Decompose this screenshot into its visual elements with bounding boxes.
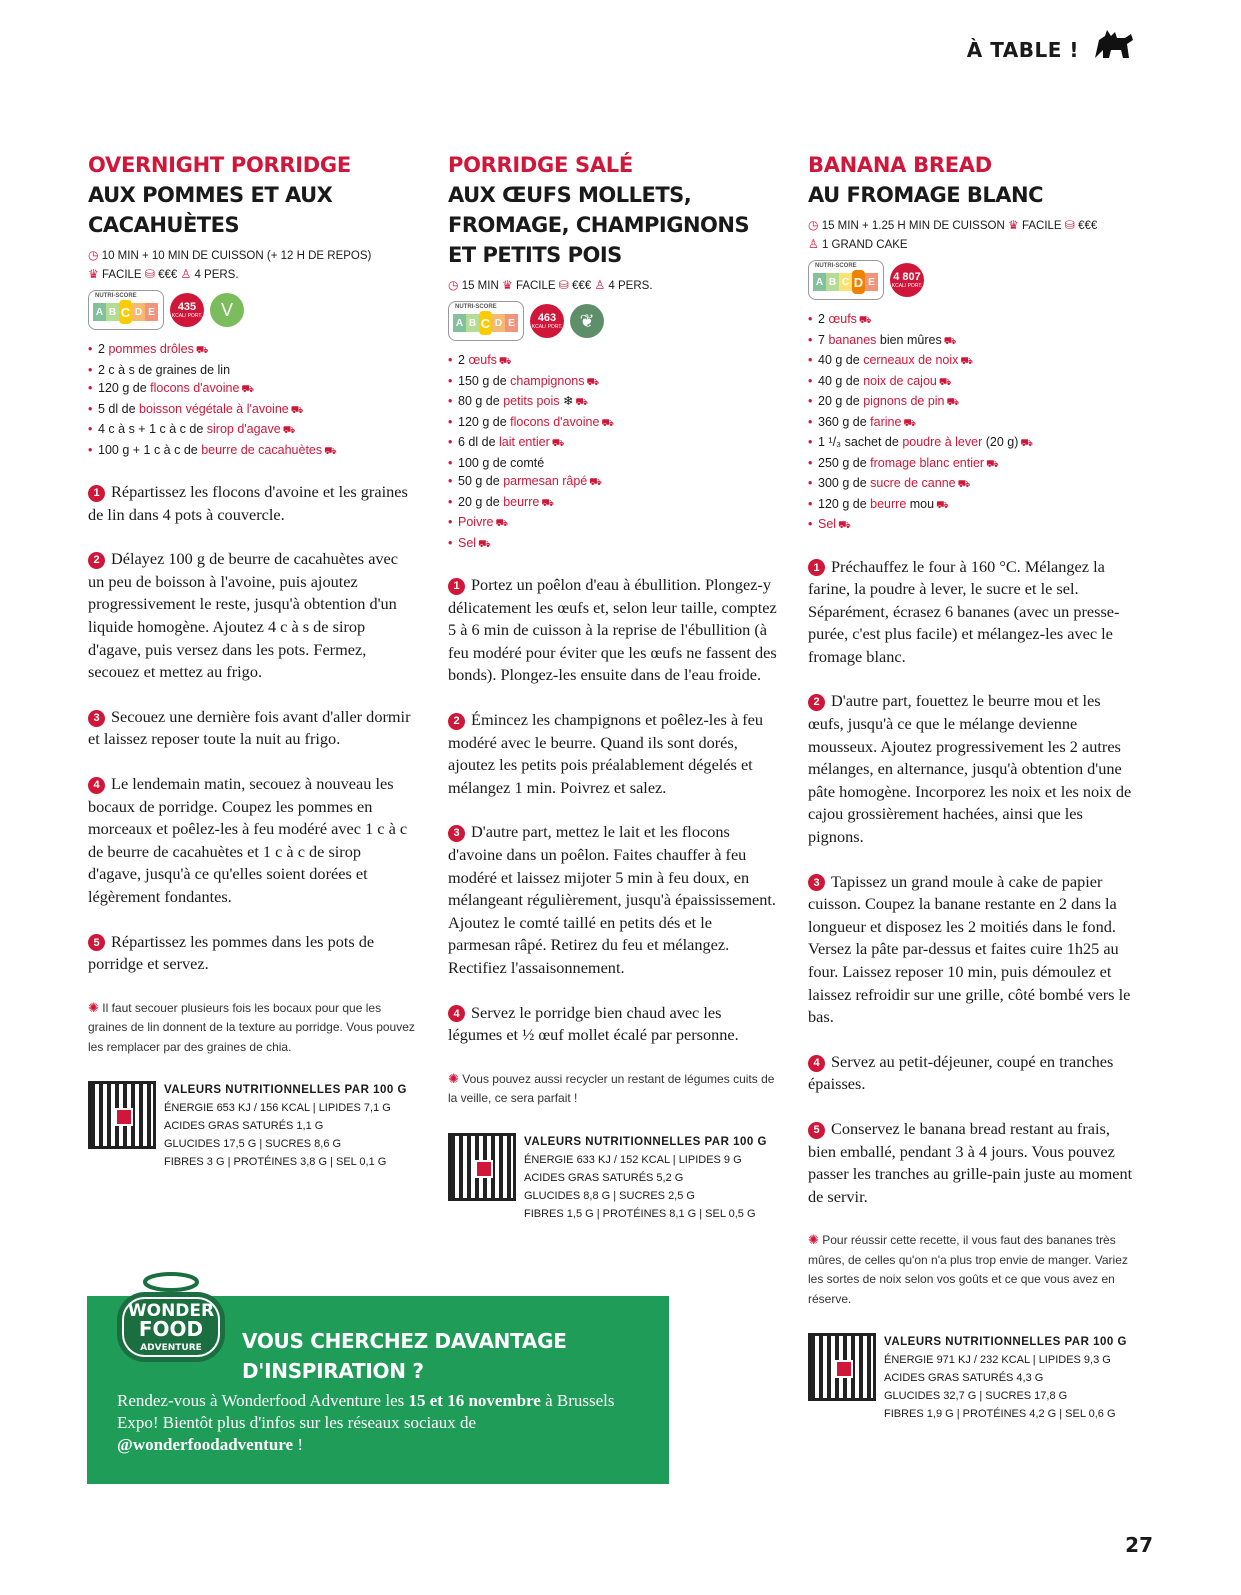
tip: [448, 1069, 778, 1109]
recipe-step: [88, 931, 418, 976]
cart-icon[interactable]: ⛟: [858, 315, 872, 326]
cart-icon[interactable]: ⛟: [601, 417, 614, 429]
cart-icon[interactable]: ⛟: [938, 376, 952, 388]
nutrition-line: ACIDES GRAS SATURÉS 1,1 G: [164, 1120, 324, 1133]
step-number: 3: [448, 825, 465, 842]
ingredient-item: [448, 493, 778, 514]
nutriscore-letter: C: [479, 311, 492, 335]
ingredient-item: [448, 472, 778, 493]
ingredient-product-link[interactable]: cerneaux de noix: [863, 353, 959, 367]
ingredient-item: [808, 515, 1140, 536]
nutriscore-letter: A: [453, 314, 466, 332]
step-text: Portez un poêlon d'eau à ébullition. Plongez-y délicatement les œufs et, selon leur taille, comptez 5 à 6 min de cuisson à la reprise de l'ébullition (à feu modéré pour éviter que les œufs ne fassent des bonds). Plongez-les ensuite dans de l'eau froide.: [448, 575, 777, 685]
ingredient-text: 2: [98, 342, 109, 356]
recipe-column-2: [448, 150, 778, 1223]
recipe-step: [448, 821, 778, 979]
ingredient-text: 100 g de comté: [458, 455, 545, 470]
cart-icon[interactable]: ⛟: [551, 438, 565, 449]
step-text: Répartissez les flocons d'avoine et les graines de lin dans 4 pots à couvercle.: [88, 482, 408, 524]
logo-text-line: ADVENTURE: [140, 1343, 202, 1353]
banner-title-line: D'INSPIRATION ?: [242, 1359, 424, 1383]
chef-hat-icon: ♛: [88, 267, 99, 281]
kcal-badge: [890, 263, 924, 297]
nutrition-labels: [808, 260, 1140, 300]
event-dates: 15 et 16 novembre: [408, 1391, 541, 1410]
step-number: 4: [448, 1005, 465, 1022]
ingredient-text: 2 c à s de graines de lin: [98, 362, 231, 377]
price: €€€: [572, 280, 592, 292]
ingredient-product-link[interactable]: poudre à lever: [902, 435, 983, 449]
logo-text-line: FOOD: [138, 1317, 204, 1341]
ingredient-item: [808, 331, 1140, 352]
ingredient-product-link[interactable]: beurre de cacahuètes: [201, 442, 323, 457]
nutrition-line: ÉNERGIE 633 KJ / 152 KCAL | LIPIDES 9 G: [524, 1153, 742, 1166]
ingredient-product-link[interactable]: œufs: [468, 353, 497, 367]
nutriscore-letter: E: [145, 303, 158, 321]
ingredient-text: 6 dl de: [458, 435, 500, 449]
logo-text-line: WONDER: [127, 1301, 215, 1321]
cooking-time: 10 MIN + 10 MIN DE CUISSON (+ 12 H DE REPOS): [101, 250, 372, 262]
qr-code[interactable]: [448, 1133, 516, 1201]
tip-icon: ✺: [88, 999, 99, 1015]
ingredient-text: ❄: [559, 394, 574, 408]
cart-icon[interactable]: ⛟: [195, 345, 209, 356]
cart-icon[interactable]: ⛟: [943, 335, 957, 347]
step-number: 1: [808, 559, 825, 576]
ingredient-product-link[interactable]: farine: [870, 414, 902, 429]
cart-icon[interactable]: ⛟: [241, 384, 254, 395]
ingredient-item: [808, 474, 1140, 495]
recipe-title: PORRIDGE SALÉ: [448, 153, 633, 177]
servings: 1 GRAND CAKE: [821, 239, 908, 251]
ingredient-text: 360 g de: [818, 414, 871, 429]
step-number: 3: [808, 874, 825, 891]
people-icon: ♙: [808, 237, 819, 251]
price: €€€: [158, 269, 178, 281]
ingredient-item: [88, 441, 418, 462]
delhaize-lion-logo: [1091, 28, 1135, 64]
social-handle-link[interactable]: @wonderfoodadventure: [117, 1435, 294, 1454]
ingredient-item: [448, 392, 778, 413]
nutrition-title: VALEURS NUTRITIONNELLES PAR 100 G: [164, 1084, 407, 1097]
ingredient-item: [448, 534, 778, 555]
ingredient-item: [808, 433, 1140, 454]
page-header-title: À TABLE !: [966, 38, 1079, 62]
banner-text-part: Rendez-vous à Wonderfood Adventure les: [117, 1391, 409, 1410]
nutriscore-letter: A: [813, 273, 826, 291]
ingredient-product-link[interactable]: parmesan râpé: [503, 474, 588, 488]
ingredient-product-link[interactable]: noix de cajou: [863, 373, 937, 388]
recipe-step: [808, 1051, 1140, 1096]
cart-icon[interactable]: ⛟: [586, 376, 600, 388]
ingredient-product-link[interactable]: pommes drôles: [108, 342, 194, 356]
nutrition-line: ÉNERGIE 653 KJ / 156 KCAL | LIPIDES 7,1 G: [164, 1102, 391, 1115]
ingredient-item: [808, 392, 1140, 413]
ingredient-item: [88, 340, 418, 361]
cart-icon[interactable]: ⛟: [903, 417, 917, 429]
ingredient-product-link[interactable]: bananes: [828, 332, 877, 347]
nutrition-labels: [88, 290, 418, 330]
nutrition-line: ÉNERGIE 971 KJ / 232 KCAL | LIPIDES 9,3 G: [884, 1354, 1111, 1367]
cart-icon[interactable]: ⛟: [498, 356, 512, 367]
cart-icon[interactable]: ⛟: [282, 425, 296, 436]
ingredient-text: 50 g de: [458, 474, 504, 488]
tip-text: Pour réussir cette recette, il vous faut des bananes très mûres, de celles qu'on n'a plus trop envie de manger. Variez les sortes de noix selon vos goûts et ce que vous avez en réserve.: [808, 1233, 1128, 1306]
cart-icon[interactable]: ⛟: [478, 538, 491, 550]
ingredient-text: 250 g de: [818, 455, 871, 470]
banner-text: [117, 1390, 647, 1456]
step-text: Servez au petit-déjeuner, coupé en tranches épaisses.: [808, 1051, 1114, 1094]
step-text: Conservez le banana bread restant au frais, bien emballé, pendant 3 à 4 jours. Vous pouvez passer les tranches au grille-pain juste au moment de servir.: [808, 1118, 1133, 1206]
recipe-subtitle: AU FROMAGE BLANC: [808, 183, 1044, 207]
page-number: 27: [1125, 1533, 1153, 1557]
tip-text: Vous pouvez aussi recycler un restant de légumes cuits de la veille, ce sera parfait !: [448, 1071, 775, 1106]
cooking-time: 15 MIN: [461, 280, 499, 292]
recipe-subtitle: AUX ŒUFS MOLLETS, FROMAGE, CHAMPIGNONS ET PETITS POIS: [448, 183, 750, 267]
kcal-unit: KCAL/ PORT.: [531, 324, 563, 330]
step-number: 2: [88, 552, 105, 569]
ingredient-list: [88, 340, 418, 461]
ingredient-product-link[interactable]: Poivre: [458, 515, 494, 529]
step-number: 3: [88, 710, 105, 727]
step-number: 5: [88, 934, 105, 951]
price: €€€: [1078, 220, 1098, 232]
cart-icon[interactable]: ⛟: [957, 479, 971, 490]
ingredient-text: 300 g de: [818, 476, 871, 490]
nutriscore-letter: C: [119, 300, 132, 324]
ingredient-product-link[interactable]: Sel: [818, 517, 837, 531]
steps: [808, 556, 1140, 1209]
people-icon: ♙: [594, 278, 606, 292]
ingredient-product-link[interactable]: petits pois: [503, 394, 560, 408]
recipe-meta: [808, 216, 1140, 254]
ingredient-text: 2: [458, 353, 469, 367]
leaf-icon: ❦: [570, 304, 604, 338]
step-text: Tapissez un grand moule à cake de papier cuisson. Coupez la banane restante en 2 dans la longueur et disposez les 2 moitiés dans le fond. Versez la pâte par-dessus et faites cuire 1h25 au four. Laissez reposer 10 min, puis démoulez et laissez refroidir sur une grille, côté bombé vers le bas.: [808, 871, 1131, 1027]
ingredient-text: 120 g de: [458, 414, 511, 429]
cart-icon[interactable]: ⛟: [575, 397, 589, 408]
recipe-meta: [448, 276, 778, 295]
nutriscore-letter: D: [492, 314, 505, 332]
nutriscore-letter: D: [132, 303, 145, 321]
recipe-step: [88, 706, 418, 751]
kcal-badge: [170, 293, 204, 327]
recipe-step: [448, 709, 778, 799]
recipe-step: [88, 773, 418, 909]
recipe-step: [448, 574, 778, 687]
nutriscore-header: NUTRI-SCORE: [95, 293, 137, 299]
cart-icon[interactable]: ⛟: [936, 499, 949, 511]
ingredient-item: [808, 495, 1140, 516]
cart-icon[interactable]: ⛟: [946, 397, 960, 408]
recipe-step: [88, 548, 418, 684]
ingredient-text: mou: [906, 496, 935, 511]
banner-text-part: à Brussels Expo! Bientôt plus d'infos sur les réseaux sociaux de: [117, 1391, 615, 1432]
step-text: Répartissez les pommes dans les pots de porridge et servez.: [88, 931, 375, 974]
ingredient-text: 100 g + 1 c à c de: [98, 442, 202, 457]
nutriscore-letter: B: [826, 273, 839, 291]
ingredient-item: [448, 513, 778, 534]
nutrition-line: ACIDES GRAS SATURÉS 5,2 G: [524, 1171, 684, 1184]
ingredient-text: 4 c à s + 1 c à c de: [98, 422, 207, 436]
banner-title: [242, 1326, 567, 1386]
ingredient-item: [448, 351, 778, 372]
ingredient-text: 40 g de: [818, 353, 864, 367]
cart-icon[interactable]: ⛟: [290, 404, 304, 416]
tip-icon: ✺: [448, 1070, 459, 1086]
nutriscore-letter: E: [865, 273, 878, 291]
cart-icon[interactable]: ⛟: [838, 520, 851, 531]
ingredient-product-link[interactable]: pignons de pin: [863, 394, 945, 408]
step-number: 1: [88, 485, 105, 502]
servings: 4 PERS.: [608, 280, 653, 292]
vegan-icon: V: [210, 293, 244, 327]
ingredient-product-link[interactable]: sirop d'agave: [206, 422, 281, 436]
ingredient-item: [88, 379, 418, 400]
ingredient-product-link[interactable]: sucre de canne: [870, 476, 956, 490]
wonderfood-banner: [87, 1296, 669, 1484]
step-number: 4: [88, 777, 105, 794]
ingredient-text: 2: [818, 312, 829, 326]
cart-icon[interactable]: ⛟: [589, 477, 602, 488]
nutrition-line: GLUCIDES 8,8 G | SUCRES 2,5 G: [524, 1189, 695, 1202]
ingredient-product-link[interactable]: œufs: [828, 312, 857, 326]
clock-icon: ◷: [808, 218, 819, 232]
wonderfood-adventure-logo: [115, 1270, 227, 1366]
qr-code[interactable]: [88, 1081, 156, 1149]
recipe-column-1: [88, 150, 418, 1171]
ingredient-item: [808, 310, 1140, 331]
recipe-step: [448, 1002, 778, 1047]
nutrition-block: [448, 1133, 778, 1223]
ingredient-text: 7: [818, 332, 829, 347]
recipe-step: [88, 481, 418, 526]
cart-icon[interactable]: ⛟: [986, 458, 999, 470]
servings: 4 PERS.: [194, 269, 239, 281]
tip: [88, 998, 418, 1058]
clock-icon: ◷: [448, 278, 459, 292]
ingredient-product-link[interactable]: champignons: [510, 373, 585, 388]
nutrition-labels: [448, 301, 778, 341]
kcal-unit: KCAL/ PORT.: [171, 313, 203, 319]
step-text: Émincez les champignons et poêlez-les à feu modéré avec le beurre. Quand ils sont dorés, ajoutez les petits pois préalablement dégelés et mélangez 1 min. Poivrez et salez.: [448, 709, 764, 797]
step-text: Délayez 100 g de beurre de cacahuètes avec un peu de boisson à l'avoine, puis ajoutez progressivement le reste, jusqu'à obtention d'un liquide homogène. Ajoutez 4 c à s de sirop d'agave, puis versez dans les pots. Fermez, secouez et mettez au frigo.: [88, 549, 399, 682]
tip: [808, 1230, 1140, 1309]
nutriscore-letter: D: [852, 270, 865, 294]
ingredient-text: 20 g de: [818, 394, 864, 408]
clock-icon: ◷: [88, 248, 99, 262]
ingredient-item: [88, 361, 418, 380]
cart-icon[interactable]: ⛟: [960, 356, 973, 367]
nutrition-line: ACIDES GRAS SATURÉS 4,3 G: [884, 1372, 1044, 1385]
step-text: Le lendemain matin, secouez à nouveau les bocaux de porridge. Coupez les pommes en morceaux et poêlez-les à feu modéré avec 1 c à c de beurre de cacahuètes et 1 c à c de sirop d'agave, jusqu'à ce qu'elles soient dorées et légèrement fondantes.: [88, 773, 408, 906]
chef-hat-icon: ♛: [1007, 218, 1019, 232]
ingredient-item: [448, 372, 778, 393]
steps: [448, 574, 778, 1047]
step-text: D'autre part, fouettez le beurre mou et les œufs, jusqu'à ce que le mélange devienne mousseux. Ajoutez progressivement les 2 autres mélanges, en alternance, jusqu'à obtention d'une pâte homogène. Incorporez les noix et les noix de cajou grossièrement hachées, ainsi que les pignons.: [808, 691, 1132, 847]
nutriscore-badge: [88, 290, 164, 330]
nutriscore-letter: E: [505, 314, 518, 332]
nutriscore-letter: C: [839, 273, 852, 291]
basket-icon: ⛁: [558, 278, 569, 292]
recipe-title: BANANA BREAD: [808, 153, 992, 177]
ingredient-product-link[interactable]: flocons d'avoine: [510, 414, 600, 429]
ingredient-text: 5 dl de: [98, 401, 140, 416]
cart-icon[interactable]: ⛟: [324, 445, 337, 457]
ingredient-product-link[interactable]: beurre: [503, 494, 540, 509]
nutriscore-header: NUTRI-SCORE: [455, 304, 497, 310]
basket-icon: ⛁: [144, 267, 155, 281]
kcal-badge: [530, 304, 564, 338]
ingredient-text: 40 g de: [818, 373, 864, 388]
basket-icon: ⛁: [1064, 218, 1075, 232]
kcal-value: 435: [177, 301, 197, 313]
ingredient-item: [88, 400, 418, 421]
ingredient-text: 120 g de: [98, 381, 151, 395]
nutriscore-letter: A: [93, 303, 106, 321]
ingredient-item: [808, 372, 1140, 393]
ingredient-item: [448, 454, 778, 473]
ingredient-text: (20 g): [982, 435, 1019, 449]
kcal-value: 463: [537, 312, 557, 324]
ingredient-product-link[interactable]: beurre: [870, 496, 907, 511]
ingredient-list: [808, 310, 1140, 536]
cart-icon[interactable]: ⛟: [541, 497, 554, 509]
qr-code[interactable]: [808, 1333, 876, 1401]
recipe-step: [808, 871, 1140, 1029]
recipe-step: [808, 556, 1140, 669]
step-number: 5: [808, 1122, 825, 1139]
ingredient-item: [448, 433, 778, 454]
steps: [88, 481, 418, 976]
kcal-value: 4 807: [893, 271, 921, 283]
ingredient-product-link[interactable]: boisson végétale à l'avoine: [139, 401, 289, 416]
step-text: Secouez une dernière fois avant d'aller dormir et laissez reposer toute la nuit au frigo.: [88, 706, 411, 749]
ingredient-item: [88, 420, 418, 441]
ingredient-item: [808, 351, 1140, 372]
recipe-meta: [88, 246, 418, 284]
difficulty: FACILE: [515, 280, 556, 292]
people-icon: ♙: [180, 267, 192, 281]
ingredient-text: 20 g de: [458, 494, 504, 509]
ingredient-item: [448, 413, 778, 434]
kcal-unit: KCAL/ PORT.: [891, 283, 923, 289]
step-text: D'autre part, mettez le lait et les flocons d'avoine dans un poêlon. Faites chauffer à feu modéré et laissez mijoter 5 min à feu doux, en mélangeant régulièrement, jusqu'à épaississement. Ajoutez le comté taillé en petits dés et le parmesan râpé. Retirez du feu et mélangez. Rectifiez l'assaisonnement.: [448, 822, 777, 977]
difficulty: FACILE: [101, 269, 142, 281]
recipe-subtitle: AUX POMMES ET AUX CACAHUÈTES: [88, 183, 333, 237]
tip-icon: ✺: [808, 1232, 819, 1248]
nutriscore-header: NUTRI-SCORE: [815, 263, 857, 269]
tip-text: Il faut secouer plusieurs fois les bocaux pour que les graines de lin donnent de la texture au porridge. Vous pouvez les remplacer par des graines de chia.: [88, 1000, 415, 1054]
nutrition-line: FIBRES 1,9 G | PROTÉINES 4,2 G | SEL 0,6 G: [884, 1408, 1116, 1421]
ingredient-item: [808, 454, 1140, 475]
nutrition-line: FIBRES 3 G | PROTÉINES 3,8 G | SEL 0,1 G: [164, 1156, 387, 1169]
ingredient-product-link[interactable]: fromage blanc entier: [870, 455, 985, 470]
recipe-column-3: [808, 150, 1140, 1423]
step-number: 2: [808, 694, 825, 711]
ingredient-product-link[interactable]: Sel: [458, 535, 477, 550]
step-number: 4: [808, 1055, 825, 1072]
nutrition-title: VALEURS NUTRITIONNELLES PAR 100 G: [524, 1135, 767, 1148]
nutrition-block: [88, 1081, 418, 1171]
ingredient-text: bien mûres: [876, 332, 942, 347]
nutriscore-letter: B: [106, 303, 119, 321]
nutriscore-badge: [448, 301, 524, 341]
ingredient-text: 120 g de: [818, 496, 871, 511]
ingredient-text: 150 g de: [458, 373, 511, 388]
ingredient-text: 1 ¹/₃ sachet de: [818, 435, 903, 449]
banner-title-line: VOUS CHERCHEZ DAVANTAGE: [242, 1329, 567, 1353]
cart-icon[interactable]: ⛟: [495, 518, 509, 529]
cart-icon[interactable]: ⛟: [1020, 438, 1033, 449]
cooking-time: 15 MIN + 1.25 H MIN DE CUISSON: [821, 220, 1005, 232]
nutrition-block: [808, 1333, 1140, 1423]
ingredient-product-link[interactable]: flocons d'avoine: [150, 381, 240, 395]
recipe-step: [808, 690, 1140, 848]
ingredient-item: [808, 413, 1140, 434]
ingredient-text: 80 g de: [458, 394, 504, 408]
nutriscore-letter: B: [466, 314, 479, 332]
step-text: Servez le porridge bien chaud avec les légumes et ½ œuf mollet écalé par personne.: [448, 1002, 739, 1045]
ingredient-product-link[interactable]: lait entier: [499, 435, 550, 449]
nutrition-title: VALEURS NUTRITIONNELLES PAR 100 G: [884, 1336, 1127, 1349]
nutrition-line: GLUCIDES 32,7 G | SUCRES 17,8 G: [884, 1390, 1068, 1403]
nutrition-line: GLUCIDES 17,5 G | SUCRES 8,6 G: [164, 1138, 342, 1151]
chef-hat-icon: ♛: [501, 278, 513, 292]
difficulty: FACILE: [1021, 220, 1062, 232]
step-number: 2: [448, 713, 465, 730]
ingredient-list: [448, 351, 778, 554]
banner-text-part: !: [293, 1435, 303, 1454]
step-text: Préchauffez le four à 160 °C. Mélangez la farine, la poudre à lever, le sucre et le sel. Séparément, écrasez 6 bananes (avec un presse-purée, c'est plus facile) et mélangez-les avec le fromage blanc.: [808, 556, 1120, 666]
nutrition-line: FIBRES 1,5 G | PROTÉINES 8,1 G | SEL 0,5 G: [524, 1207, 756, 1220]
recipe-step: [808, 1118, 1140, 1208]
recipe-title: OVERNIGHT PORRIDGE: [88, 153, 351, 177]
nutriscore-badge: [808, 260, 884, 300]
step-number: 1: [448, 578, 465, 595]
